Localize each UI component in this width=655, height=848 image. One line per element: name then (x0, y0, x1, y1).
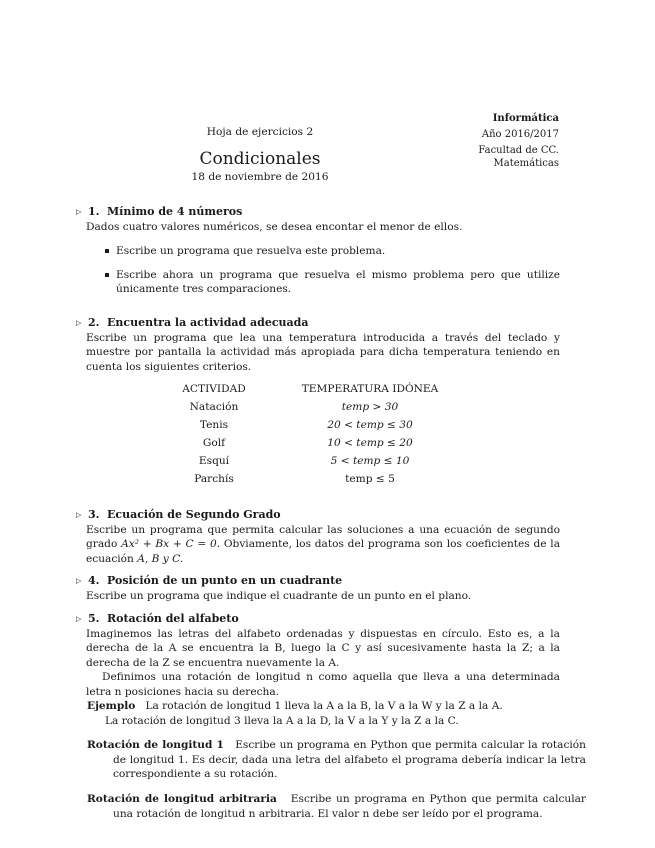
section-4-text: Escribe un programa que indique el cuadrante de un punto en el plano. (86, 589, 472, 602)
table-row (170, 470, 482, 488)
rotation-item-2 (87, 792, 586, 821)
section-5 (76, 612, 560, 700)
rotation-item-2-label: Rotación de longitud arbitraria (87, 793, 277, 805)
column-header: TEMPERATURA IDÓNEA (301, 382, 439, 395)
rotation-item-2-text: Escribe un programa en Python que permita calcular una rotación de longitud n arbitraria. El valor n debe ser leído por el programa. (113, 793, 586, 820)
section-1 (76, 205, 560, 234)
table-row (170, 452, 482, 470)
table-header-row (170, 380, 482, 398)
faculty-label-1: Facultad de CC. (478, 145, 559, 156)
year-label: Año 2016/2017 (481, 129, 559, 140)
triangle-right-icon: ▷ (76, 576, 82, 585)
temperature-cell: 10 < temp ≤ 20 (327, 436, 413, 449)
list-item: Escribe un programa que resuelva este problema. (105, 244, 560, 259)
example-block (87, 699, 560, 728)
triangle-right-icon: ▷ (76, 614, 82, 623)
section-4-heading: ▷ 4. Posición de un punto en un cuadrante (76, 574, 343, 587)
column-header: ACTIVIDAD (182, 382, 246, 395)
section-5-para-2: Definimos una rotación de longitud n como aquella que lleva a una determinada letra n posiciones hacia su derecha. (86, 671, 560, 698)
table-row (170, 398, 482, 416)
faculty-label-2: Matemáticas (493, 158, 559, 169)
example-line-1: La rotación de longitud 1 lleva la A a la B, la V a la W y la Z a la A. (145, 700, 503, 712)
activity-cell: Natación (189, 400, 239, 413)
square-bullet-icon (105, 273, 109, 277)
activity-cell: Esquí (198, 454, 230, 467)
section-4 (76, 574, 560, 603)
square-bullet-icon (105, 249, 109, 253)
example-label: Ejemplo (87, 700, 136, 712)
section-3-text: Escribe un programa que permita calcular las soluciones a una ecuación de segundo grado Ax² + Bx + C = 0. Obviamente, los datos del programa son los coeficientes de la ecuación A, B y C. (86, 523, 561, 565)
triangle-right-icon: ▷ (76, 207, 82, 216)
activity-cell: Golf (202, 436, 226, 449)
section-5-heading: ▷ 5. Rotación del alfabeto (76, 612, 239, 625)
sheet-label: Hoja de ejercicios 2 (206, 126, 314, 138)
quadratic-equation: Ax² + Bx + C = 0 (121, 538, 217, 551)
section-5-para-1: Imaginemos las letras del alfabeto ordenadas y dispuestas en círculo. Esto es, a la derecha de la A se encuentra la B, luego la C y así sucesivamente hasta la Z; a la derecha de la Z se encuentra nuevamente la A. (86, 627, 560, 669)
activity-cell: Tenis (199, 418, 229, 431)
temperature-cell: 5 < temp ≤ 10 (330, 454, 410, 467)
rotation-item-1-text: Escribe un programa en Python que permita calcular la rotación de longitud 1. Es decir, dada una letra del alfabeto el programa debería indicar la letra correspondiente a su rotación. (113, 739, 586, 781)
temperature-cell: temp ≤ 5 (345, 472, 395, 485)
section-2-heading: ▷ 2. Encuentra la actividad adecuada (76, 316, 309, 329)
section-2 (76, 316, 560, 374)
example-line-2: La rotación de longitud 3 lleva la A a la D, la V a la Y y la Z a la C. (105, 714, 459, 727)
section-1-bullets (105, 244, 560, 297)
triangle-right-icon: ▷ (76, 510, 82, 519)
date-label: 18 de noviembre de 2016 (191, 171, 329, 183)
table-row (170, 416, 482, 434)
section-1-heading: ▷ 1. Mínimo de 4 números (76, 205, 243, 218)
list-item: Escribe ahora un programa que resuelva el mismo problema pero que utilize únicamente tres comparaciones. (105, 268, 560, 297)
rotation-item-1 (87, 738, 586, 782)
rotation-item-1-label: Rotación de longitud 1 (87, 739, 224, 751)
table-row (170, 434, 482, 452)
section-1-text: Dados cuatro valores numéricos, se desea encontar el menor de ellos. (86, 220, 463, 233)
page-title: Condicionales (199, 149, 321, 169)
activity-cell: Parchís (194, 472, 234, 485)
temperature-cell: temp > 30 (341, 400, 399, 413)
activity-table (170, 380, 482, 488)
section-3-heading: ▷ 3. Ecuación de Segundo Grado (76, 508, 281, 521)
section-3 (76, 508, 560, 566)
triangle-right-icon: ▷ (76, 318, 82, 327)
section-2-text: Escribe un programa que lea una temperatura introducida a través del teclado y muestre por pantalla la actividad más apropiada para dicha temperatura teniendo en cuenta los siguientes criterios. (86, 331, 560, 373)
temperature-cell: 20 < temp ≤ 30 (327, 418, 413, 431)
subject-label: Informática (492, 113, 559, 124)
